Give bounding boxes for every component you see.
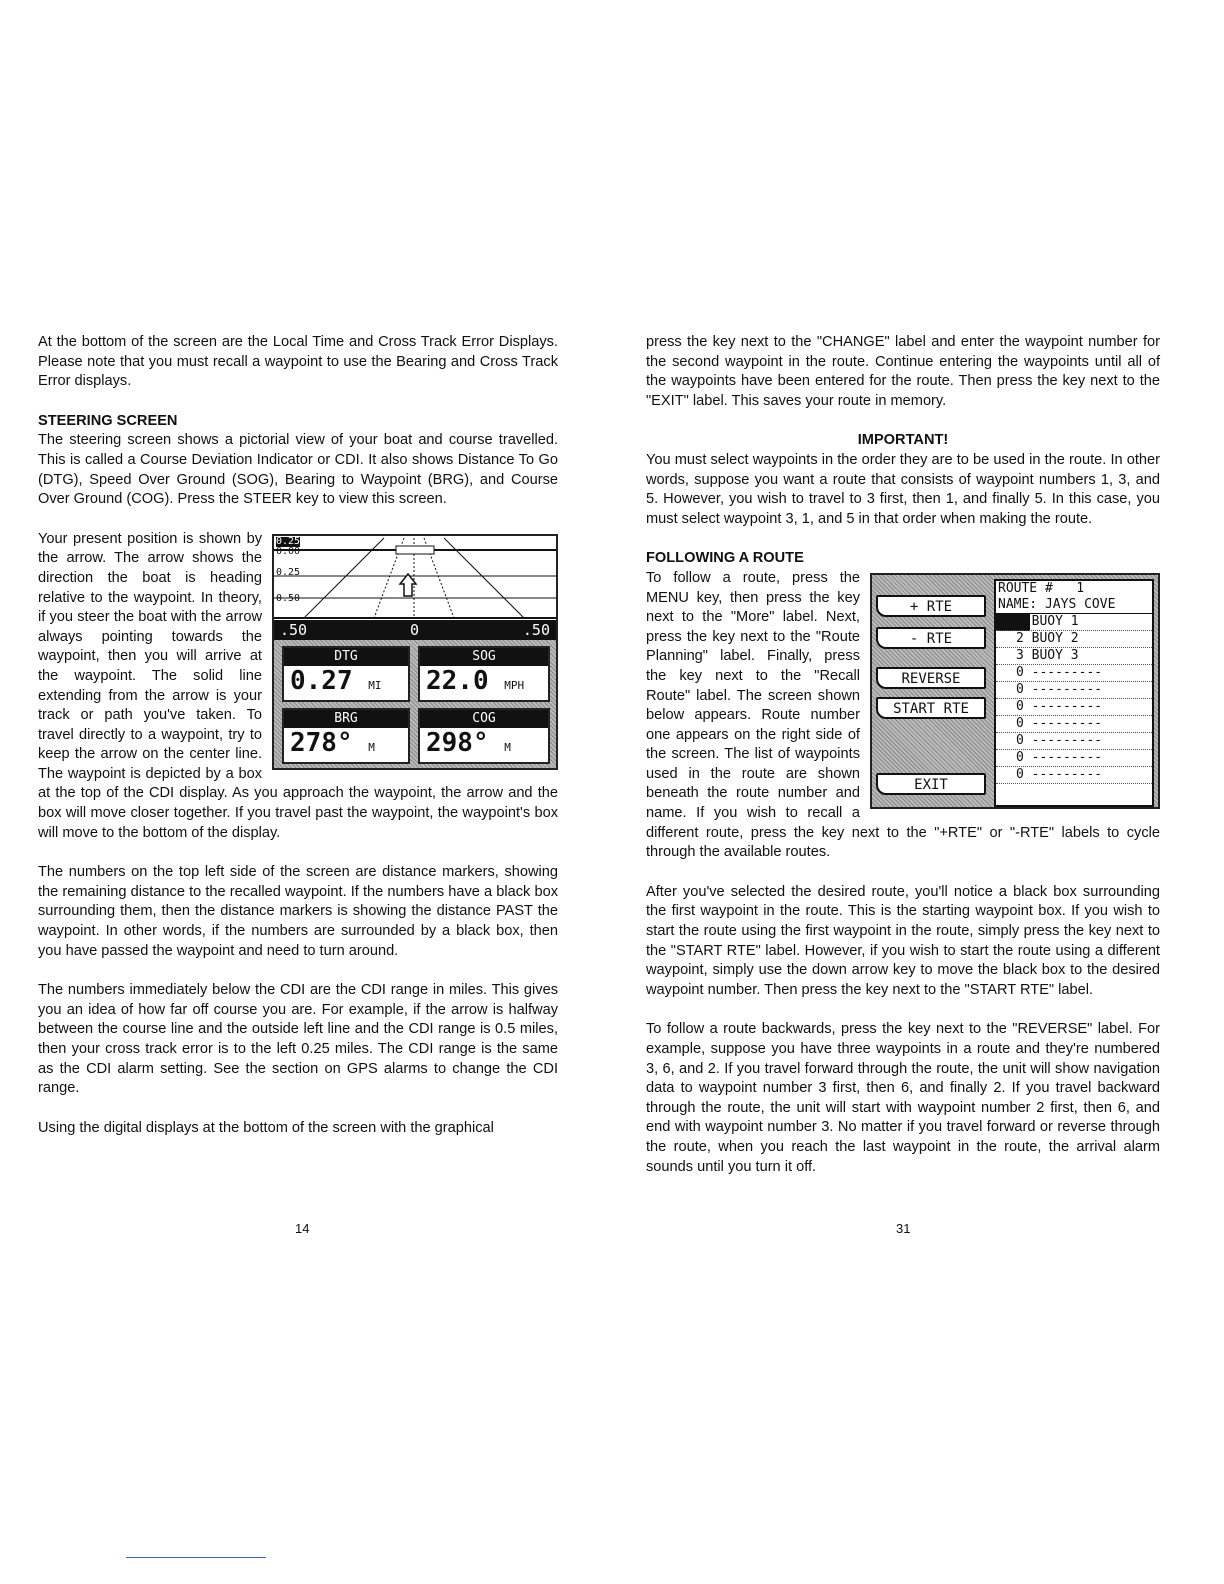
boat-arrow <box>400 574 416 596</box>
left-page <box>38 333 558 1158</box>
brg-cell <box>282 708 410 764</box>
route-waypoint-list <box>996 614 1152 784</box>
paragraph: The numbers immediately below the CDI are the CDI range in miles. This gives you an idea of how far off course you are. For example, if the arrow is halfway between the course line and the outside left line and the CDI range is 0.5 miles, then your cross track error is to the left 0.25 miles. The CDI range is the same as the CDI alarm setting. See the section on GPS alarms to change the CDI range. <box>38 982 558 1097</box>
section-heading: STEERING SCREEN <box>38 412 178 429</box>
cdi-graphic <box>274 536 556 620</box>
paragraph: press the key next to the "CHANGE" label and enter the waypoint number for the second waypoint in the route. Continue entering the waypoints until all of the waypoints have been entered for the route. Then press the key next to the "EXIT" label. This saves your route in memory. <box>646 334 1160 409</box>
route-waypoint-row[interactable]: 0 --------- <box>996 716 1152 733</box>
cell-value: 298° M <box>426 727 511 758</box>
paragraph: You must select waypoints in the order they are to be used in the route. In other words, suppose you want a route that consists of waypoint numbers 1, 3, and 5. However, you wish to travel to 3 first, then 1, and finally 5. In this case, you must select waypoint 3, 1, and 5 in that order when making the route. <box>646 451 1160 527</box>
section-heading: FOLLOWING A ROUTE <box>646 550 804 567</box>
page-number: 14 <box>295 1221 310 1236</box>
cell-value: 22.0 MPH <box>426 665 525 696</box>
reverse-button[interactable]: REVERSE <box>876 667 986 689</box>
right-page <box>646 333 1160 1197</box>
route-waypoint-row[interactable]: 0 --------- <box>996 750 1152 767</box>
page-number: 31 <box>896 1221 911 1236</box>
route-waypoint-row[interactable]: 0 --------- <box>996 767 1152 784</box>
route-name: NAME: JAYS COVE <box>996 597 1152 614</box>
cell-value: 0.27 MI <box>290 665 382 696</box>
distance-marker: 0.50 <box>276 592 301 604</box>
distance-marker: 0.25 <box>276 535 301 547</box>
steering-screen-figure <box>272 534 558 770</box>
route-waypoint-row[interactable]: 0 --------- <box>996 733 1152 750</box>
route-waypoint-row[interactable]: 0 --------- <box>996 682 1152 699</box>
route-waypoint-row[interactable]: 2 BUOY 2 <box>996 631 1152 648</box>
recall-route-screen-figure <box>870 573 1160 809</box>
important-heading: IMPORTANT! <box>857 432 949 449</box>
paragraph: At the bottom of the screen are the Local Time and Cross Track Error Displays. Please note that you must recall a waypoint to use the Bearing and Cross Track Error displays. <box>38 334 558 390</box>
route-waypoint-row[interactable]: 1 BUOY 1 <box>996 614 1152 631</box>
dtg-cell <box>282 646 410 702</box>
paragraph-with-figure <box>38 530 558 844</box>
paragraph: Using the digital displays at the bottom of the screen with the graphical <box>38 1119 494 1136</box>
distance-marker: 0.25 <box>276 566 301 578</box>
route-list <box>994 579 1154 807</box>
exit-button[interactable]: EXIT <box>876 773 986 795</box>
cell-label: SOG <box>420 648 548 666</box>
route-waypoint-row[interactable]: 0 --------- <box>996 665 1152 682</box>
start-rte-button[interactable]: START RTE <box>876 697 986 719</box>
cdi-range-bar <box>274 620 556 640</box>
paragraph: To follow a route backwards, press the key next to the "REVERSE" label. For example, suppose you have three waypoints in a route and they're numbered 3, 6, and 2. If you travel forward through the route, the unit will show navigation data to waypoint number 3 first, then 6, and finally 2. If you travel backward through the route, the unit will start with waypoint number 2 first, then 6, and end with waypoint number 3. No matter if you travel forward or reverse through the route, when you reach the last waypoint in the route, the arrival alarm sounds until you turn it off. <box>646 1021 1160 1175</box>
paragraph: Your present position is shown by the arrow. The arrow shows the direction the boat is heading relative to the waypoint. In theory, if you steer the boat with the arrow always pointing towards the waypoint, then you will arrive at the waypoint. The solid line extending from the arrow is your track or path you've taken. To travel directly to a waypoint, try to keep the arrow on the center line. The waypoint is depicted by a box at the top of the CDI display. As you approach the waypoint, the arrow and the box will move closer together. If you travel past the waypoint, the waypoint's box will move to the bottom of the display. <box>38 530 558 841</box>
paragraph: After you've selected the desired route, you'll notice a black box surrounding the first waypoint in the route. This is the starting waypoint box. If you wish to start the route using the first waypoint in the route, simply press the key next to the "START RTE" label. However, if you wish to start the route using a different waypoint, simply use the down arrow key to move the black box to the desired waypoint number. Then press the key next to the "START RTE" label. <box>646 883 1160 998</box>
plus-rte-button[interactable]: + RTE <box>876 595 986 617</box>
paragraph: To follow a route, press the MENU key, then press the key next to the "More" label. Next, press the key next to the "Route Planning" label. Finally, press the key next to the "Recall Route" label. The screen shown below appears. Route number one appears on the right side of the screen. The list of waypoints used in the route are shown beneath the route number and name. If you wish to recall a different route, press the key next to the "+RTE" or "-RTE" labels to cycle through the available routes. <box>646 569 1160 861</box>
paragraph: The numbers on the top left side of the screen are distance markers, showing the remaining distance to the recalled waypoint. If the numbers have a black box surrounding them, then the distance markers is showing the distance PAST the waypoint. In other words, if the numbers are surrounded by a black box, then you have passed the waypoint and need to turn around. <box>38 864 558 959</box>
cell-label: BRG <box>284 710 408 728</box>
sog-cell <box>418 646 550 702</box>
range-right: .50 <box>522 620 550 639</box>
route-waypoint-row[interactable]: 3 BUOY 3 <box>996 648 1152 665</box>
range-center: 0 <box>410 620 420 639</box>
minus-rte-button[interactable]: - RTE <box>876 627 986 649</box>
paragraph: The steering screen shows a pictorial view of your boat and course travelled. This is called a Course Deviation Indicator or CDI. It also shows Distance To Go (DTG), Speed Over Ground (SOG), Bearing to Waypoint (BRG), and Course Over Ground (COG). Press the STEER key to view this screen. <box>38 432 558 508</box>
waypoint-box <box>396 546 434 554</box>
cell-label: DTG <box>284 648 408 666</box>
cell-value: 278° M <box>290 727 375 758</box>
footnote-rule <box>126 1557 266 1558</box>
paragraph-with-figure <box>646 569 1160 1000</box>
range-left: .50 <box>280 620 308 639</box>
route-waypoint-row[interactable]: 0 --------- <box>996 699 1152 716</box>
cog-cell <box>418 708 550 764</box>
distance-marker: 0.00 <box>276 545 301 557</box>
route-title: ROUTE # 1 <box>998 580 1085 596</box>
cell-label: COG <box>420 710 548 728</box>
